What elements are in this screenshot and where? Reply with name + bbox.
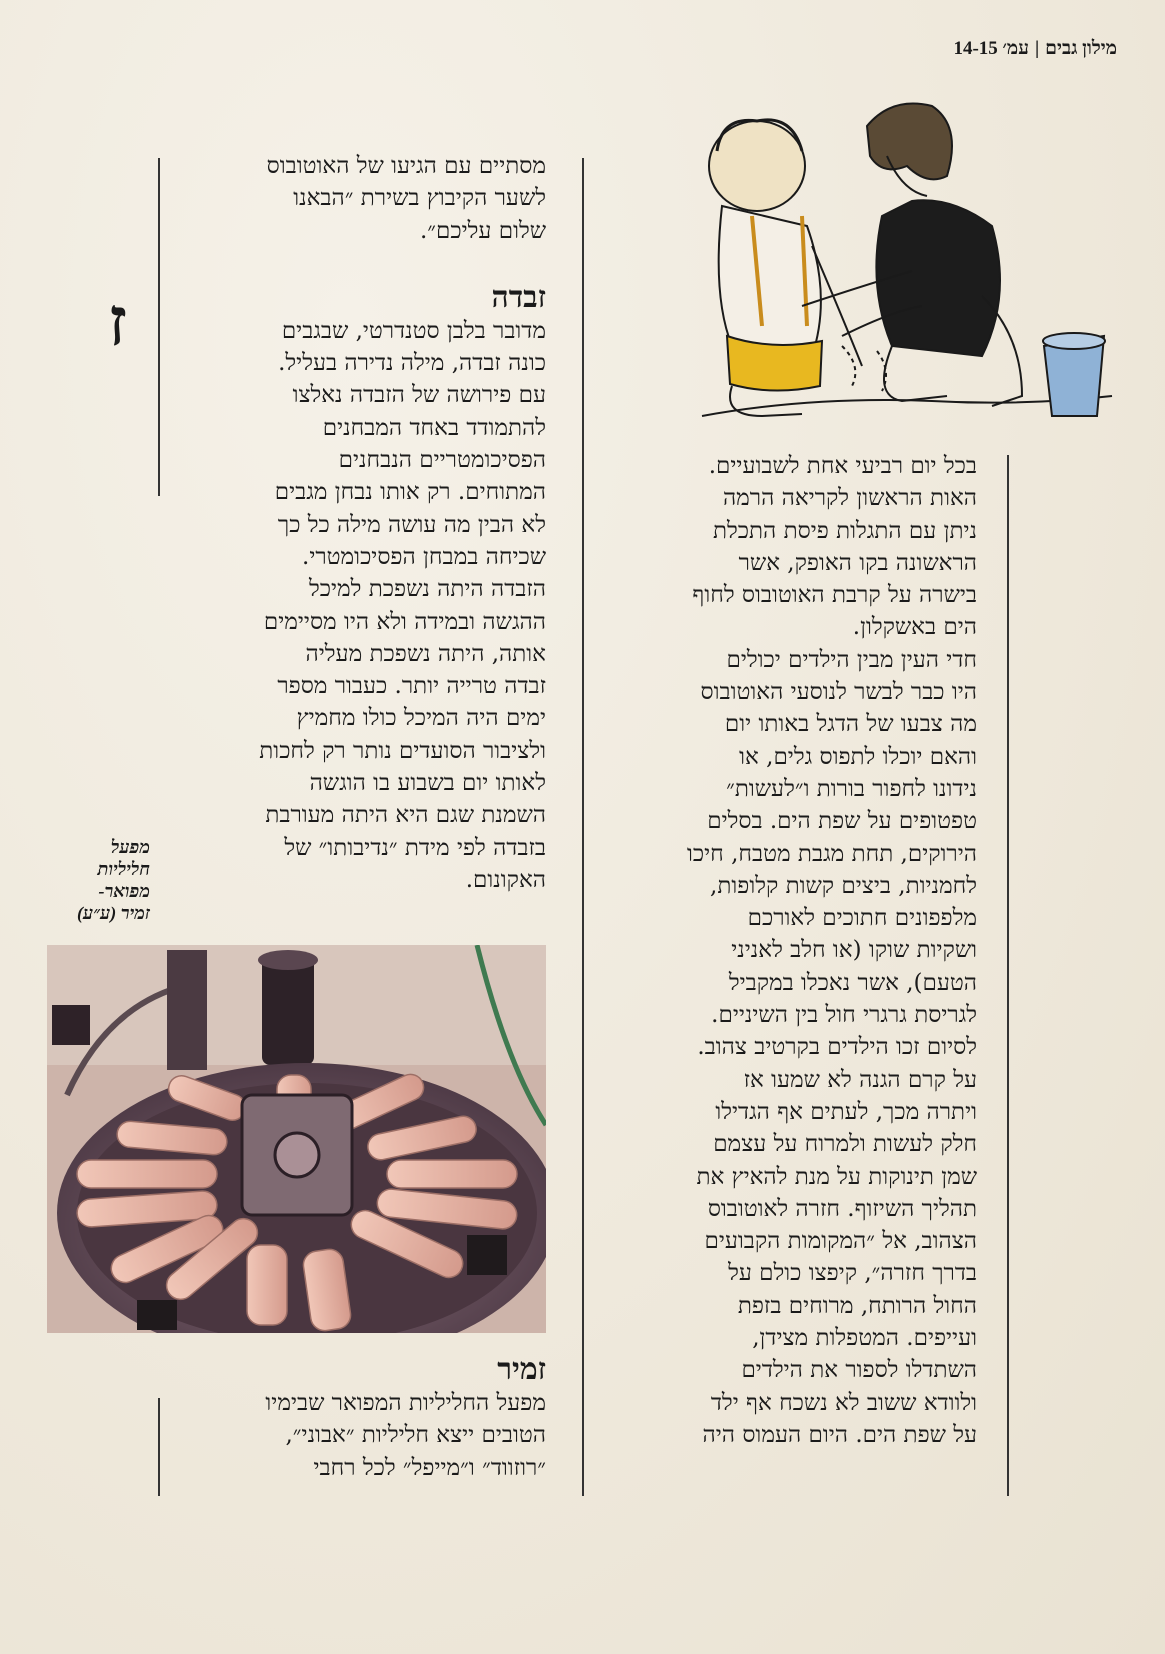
text-line: היו כבר לבשר לנוסעי האוטובוס (700, 679, 977, 706)
text-line: מה צבעו של הדגל באותו יום (724, 711, 977, 738)
text-line: שלום עליכם״. (419, 217, 546, 244)
text-line: הים באשקלון. (852, 614, 977, 641)
text-line: לאותו יום בשבוע בו הוגשה (309, 770, 546, 797)
right-column-paragraph (612, 450, 977, 1451)
text-line: לא הבין מה עושה מילה כל כך (277, 511, 546, 538)
text-line: על שפת הים. היום העמוס היה (702, 1421, 977, 1448)
page-reference: עמ׳ 14-15 (953, 38, 1029, 59)
text-line: זבדה טרייה יותר. כעבור מספר (277, 673, 546, 700)
text-line: שכיחה במבחן הפסיכומטרי. (302, 543, 546, 570)
column-rule-middle (582, 158, 584, 1496)
caption-line: חליליות (97, 859, 150, 879)
column-rule-left-lower (158, 1398, 160, 1496)
text-line: מדובר בלבן סטנדרטי, שבגבים (281, 317, 546, 344)
text-line: ולציבור הסועדים נותר רק לחכות (259, 737, 546, 764)
intro-paragraph (186, 150, 546, 247)
text-line: הצהוב, אל ״המקומות הקבועים (704, 1228, 977, 1255)
text-line: ועייפים. המטפלות מצידן, (752, 1325, 977, 1352)
text-line: ״רוזווד״ ו״מייפל״ לכל רחבי (313, 1454, 546, 1481)
left-column-bottom (186, 1353, 546, 1484)
caption-line: מפואר- (98, 881, 150, 901)
text-line: הטובים ייצא חליליות ״אבוני״, (285, 1422, 546, 1449)
text-line: השתדלו לספור את הילדים (741, 1357, 977, 1384)
text-line: לסיום זכו הילדים בקרטיב צהוב. (697, 1034, 977, 1061)
book-title: מילון גבים (1045, 38, 1117, 59)
text-line: הזבדה היתה נשפכת למיכל (309, 576, 546, 603)
text-line: חלק לעשות ולמרוח על עצמם (713, 1131, 977, 1158)
text-line: והאם יוכלו לתפוס גלים, או (739, 743, 977, 770)
children-beach-illustration (692, 96, 1117, 436)
text-line: הפסיכומטריים הנבחנים (338, 447, 546, 474)
text-line: לשער הקיבוץ בשירת ״הבאנו (293, 185, 546, 212)
text-line: נידונו לחפור בורות ו״לעשות״ (726, 775, 977, 802)
header-separator: | (1034, 38, 1040, 59)
text-line: הירוקים, תחת מגבת מטבח, חיכו (687, 840, 977, 867)
section-letter: ז (108, 282, 127, 362)
text-line: ויתרה מכך, לעתים אף הגדילו (715, 1098, 977, 1125)
text-line: תהליך השיזוף. חזרה לאוטובוס (707, 1195, 977, 1222)
text-line: השמנת שגם היא היתה מעורבת (265, 802, 546, 829)
entry-heading-zamir: זמיר (497, 1353, 546, 1386)
text-line: כונה זבדה, מילה נדירה בעליל. (278, 350, 546, 377)
text-line: האקונום. (465, 866, 546, 893)
text-line: שמן תינוקות על מנת להאיץ את (696, 1163, 977, 1190)
text-line: החול הרותח, מרוחים בזפת (737, 1292, 977, 1319)
text-line: ולוודא ששוב לא נשכח אף ילד (710, 1389, 977, 1416)
entry-heading-zvada: זבדה (491, 280, 546, 314)
text-line: המתוחים. רק אותו נבחן מגבים (274, 479, 546, 506)
entry-body-zamir (186, 1387, 546, 1484)
text-line: אותה, היתה נשפכת מעליה (305, 640, 546, 667)
text-line: לגריסת גרגרי חול בין השיניים. (711, 1002, 977, 1029)
text-line: מסתיים עם הגיעו של האוטובוס (266, 153, 546, 179)
column-rule-left (158, 158, 160, 496)
left-column-top (186, 150, 546, 896)
text-line: בזבדה לפי מידת ״נדיבותו״ של (284, 834, 546, 861)
text-line: הטעם), אשר נאכלו במקביל (728, 969, 977, 996)
text-line: להתמודד באחד המבחנים (322, 414, 546, 441)
text-line: הראשונה בקו האופק, אשר (738, 549, 977, 576)
text-line: לחמניות, ביצים קשות קלופות, (710, 872, 977, 899)
text-line: על קרם הגנה לא שמעו אז (743, 1066, 977, 1093)
text-line: בכל יום רביעי אחת לשבועיים. (708, 453, 977, 479)
text-line: ושקיות שוקו (או חלב לאניני (731, 937, 977, 964)
text-line: ההגשה ובמידה ולא היו מסיימים (263, 608, 546, 635)
text-line: עם פירושה של הזבדה נאלצו (292, 382, 546, 409)
text-line: מפעל החליליות המפואר שבימיו (265, 1390, 546, 1416)
running-head (953, 38, 1117, 60)
column-rule-right (1007, 455, 1009, 1496)
text-line: טפטופים על שפת הים. בסלים (707, 808, 977, 835)
caption-line: זמיר (ע״ע) (77, 903, 150, 923)
right-column (612, 450, 977, 1451)
text-line: מלפפונים חתוכים לאורכם (747, 905, 977, 932)
text-line: חדי העין מבין הילדים יכולים (726, 646, 977, 673)
text-line: ניתן עם התגלות פיסת התכלת (712, 517, 977, 544)
caption-line: מפעל (110, 837, 150, 857)
text-line: בישרה על קרבת האוטובוס לחוף (692, 582, 977, 609)
text-line: בדרך חזרה״, קיפצו כולם על (728, 1260, 977, 1287)
entry-body-zvada (186, 315, 546, 896)
photo-caption (40, 836, 150, 924)
text-line: ימים היה המיכל כולו מחמיץ (296, 705, 546, 732)
flute-factory-photo (47, 945, 546, 1333)
text-line: האות הראשון לקריאה הרמה (722, 485, 977, 512)
